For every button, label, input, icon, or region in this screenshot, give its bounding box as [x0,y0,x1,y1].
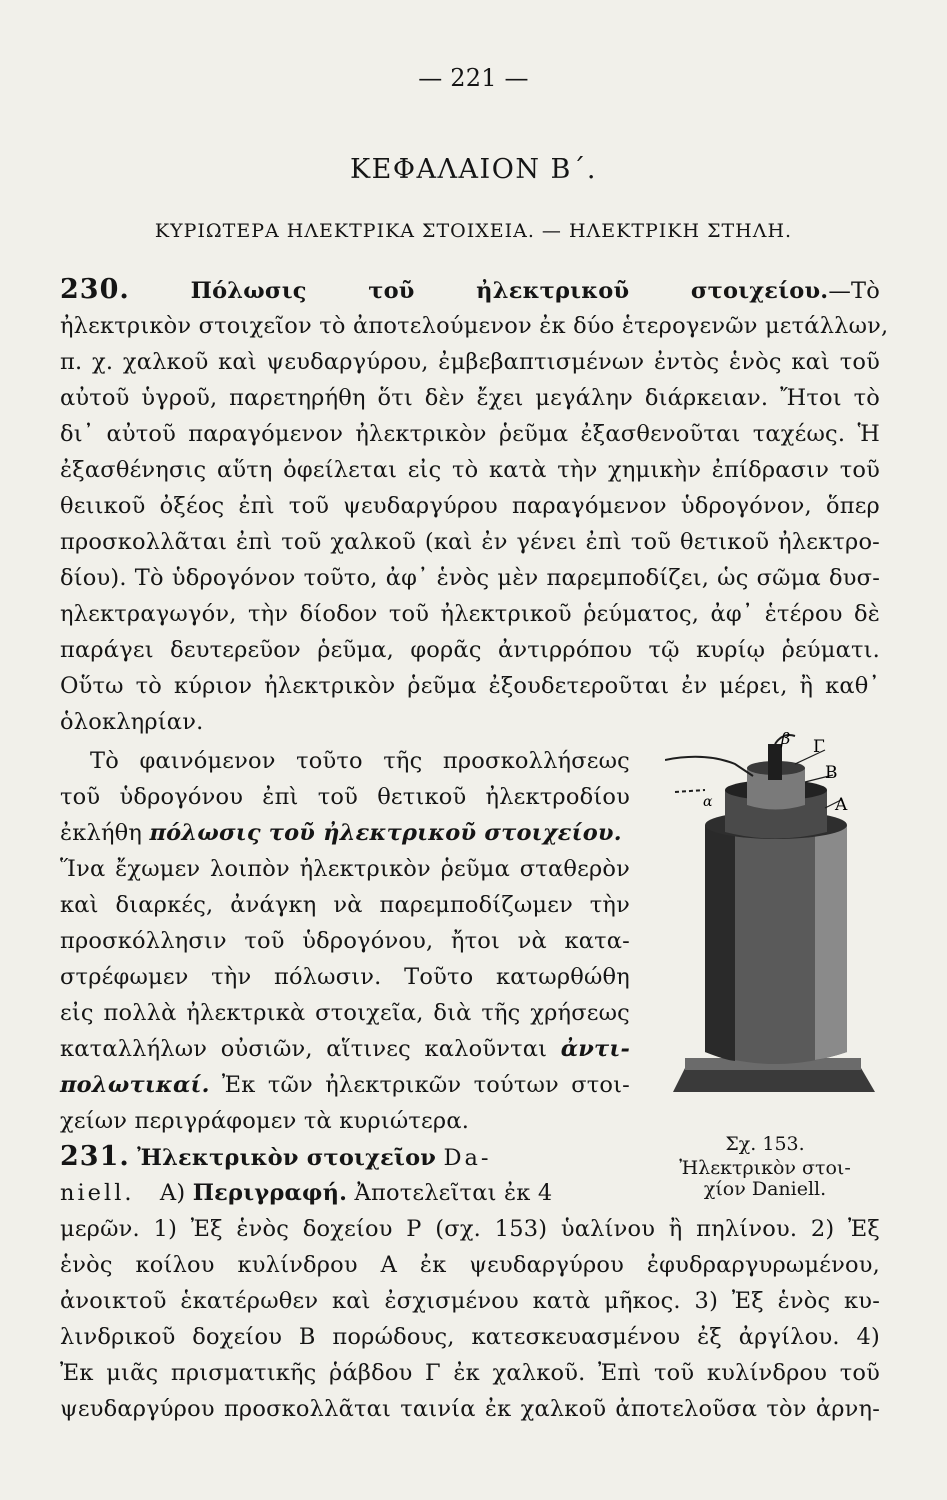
text-fragment: Ἐκ τῶν ἠλεκτρικῶν τούτων στοι- [221,1072,630,1098]
text-line: αὐτοῦ ὑγροῦ, παρετηρήθη ὅτι δὲν ἔχει μεγάλην διάρκειαν. Ἤτοι τὸ [60,385,880,411]
text-line: θειικοῦ ὀξέος ἐπὶ τοῦ ψευδαργύρου παραγόμενον ὑδρογόνον, ὅπερ [60,493,880,519]
text-line: Ἵνα ἔχωμεν λοιπὸν ἠλεκτρικὸν ῥεῦμα σταθερὸν [60,856,630,882]
text-fragment: καταλλήλων οὐσιῶν, αἵτινες καλοῦνται [60,1036,548,1062]
text-line: Ἐκ μιᾶς πρισματικῆς ῥάβδου Γ ἐκ χαλκοῦ. Ἐπὶ τοῦ κυλίνδρου τοῦ [60,1360,880,1386]
chapter-subtitle: ΚΥΡΙΩΤΕΡΑ ΗΛΕΚΤΡΙΚΑ ΣΤΟΙΧΕΙΑ. — ΗΛΕΚΤΡΙΚΗ ΣΤΗΛΗ. [154,220,793,242]
text-fragment: Da- [443,1145,492,1171]
text-line: —Τὸ [828,278,880,304]
text-fragment: niell. [60,1180,135,1206]
section-230-heading-line [60,276,880,305]
text-line [60,819,630,847]
wire-left [665,757,753,776]
figure-caption: χίον Daniell. [703,1178,827,1200]
text-line: π. χ. χαλκοῦ καὶ ψευδαργύρου, ἐμβεβαπτισμένων ἐντὸς ἑνὸς καὶ τοῦ [60,349,880,375]
term-antipolarizing-end: πολωτικαί. [60,1072,210,1098]
text-line: ὁλοκληρίαν. [60,709,204,735]
text-line: ἠλεκτρικὸν στοιχεῖον τὸ ἀποτελούμενον ἐκ δύο ἑτερογενῶν μετάλλων, [60,313,889,339]
text-line: Οὕτω τὸ κύριον ἠλεκτρικὸν ῥεῦμα ἐξουδετεροῦται ἐν μέρει, ἢ καθ᾽ [60,673,880,699]
text-line: ἐξασθένησις αὕτη ὀφείλεται εἰς τὸ κατὰ τὴν χημικὴν ἐπίδρασιν τοῦ [60,457,880,483]
chapter-title: ΚΕΦΑΛΑΙΟΝ Β΄. [350,154,597,185]
text-line: λινδρικοῦ δοχείου Β πορώδους, κατεσκευασμένου ἐξ ἀργίλου. 4) [60,1324,880,1350]
text-line: ἑνὸς κοίλου κυλίνδρου Α ἐκ ψευδαργύρου ἐφυδραργυρωμένου, [60,1252,880,1278]
text-line: Τὸ φαινόμενον τοῦτο τῆς προσκολλήσεως [90,748,630,774]
jar-highlight [815,825,847,1060]
section-heading: Ἠλεκτρικὸν στοιχεῖον [137,1145,437,1171]
text-line: καὶ διαρκές, ἀνάγκη νὰ παρεμποδίζωμεν τὴν [60,892,630,918]
figure-number: Σχ. 153. [725,1133,805,1155]
text-line [60,1035,630,1063]
text-line: στρέφωμεν τὴν πόλωσιν. Τοῦτο κατωρθώθη [60,964,630,990]
term-antipolarizing: ἀντι- [560,1036,630,1062]
text-line: παράγει δευτερεῦον ῥεῦμα, φορᾶς ἀντιρρόπου τῷ κυρίῳ ῥεύματι. [60,637,880,663]
text-fragment: Ἀποτελεῖται ἐκ 4 [354,1180,553,1206]
text-line: εἰς πολλὰ ἠλεκτρικὰ στοιχεῖα, διὰ τῆς χρήσεως [60,1000,630,1026]
section-number: 231. [60,1141,130,1172]
copper-rod [768,744,782,780]
label-a: α [703,794,713,810]
text-line: τοῦ ὑδρογόνου ἐπὶ τοῦ θετικοῦ ἠλεκτροδίου [60,784,630,810]
label-gamma: Γ [813,737,825,757]
figure-caption: Ἠλεκτρικὸν στοι- [679,1157,851,1179]
text-line [60,1179,635,1207]
text-line: ἀνοικτοῦ ἑκατέρωθεν καὶ ἐσχισμένου κατὰ μῆκος. 3) Ἐξ ἑνὸς κυ- [60,1288,880,1314]
label-alpha: Α [835,795,848,815]
text-line: δι᾽ αὐτοῦ παραγόμενον ἠλεκτρικὸν ῥεῦμα ἐξασθενοῦται ταχέως. Ἡ [60,421,880,447]
term-polarization: πόλωσις τοῦ ἠλεκτρικοῦ στοιχείου. [149,820,622,846]
page-number: — 221 — [418,64,529,92]
text-fragment: ἐκλήθη [60,820,143,846]
wire-dashed [675,790,705,792]
text-fragment: Α) [159,1180,186,1206]
text-line: ψευδαργύρου προσκολλᾶται ταινία ἐκ χαλκοῦ ἀποτελοῦσα τὸν ἀρνη- [60,1396,880,1422]
text-line: ηλεκτραγωγόν, τὴν δίοδον τοῦ ἠλεκτρικοῦ ῥεύματος, ἀφ᾽ ἑτέρου δὲ [60,601,880,627]
text-line: προσκολλᾶται ἐπὶ τοῦ χαλκοῦ (καὶ ἐν γένει ἐπὶ τοῦ θετικοῦ ἠλεκτρο- [60,529,880,555]
text-line: δίου). Τὸ ὑδρογόνον τοῦτο, ἀφ᾽ ἑνὸς μὲν παρεμποδίζει, ὡς σῶμα δυσ- [60,565,880,591]
section-231-heading-line [60,1143,640,1172]
section-number: 230. [60,274,130,305]
text-line [60,1071,630,1099]
label-beta: Β [825,763,838,783]
label-description: Περιγραφή. [192,1180,348,1206]
base-plate [673,1068,875,1092]
text-line: μερῶν. 1) Ἐξ ἑνὸς δοχείου Ρ (σχ. 153) ὑαλίνου ἢ πηλίνου. 2) Ἐξ [60,1216,880,1242]
text-line: χείων περιγράφομεν τὰ κυριώτερα. [60,1108,470,1134]
label-b: β [781,730,791,748]
daniell-cell-illustration [665,730,885,1105]
jar-shadow [705,825,735,1061]
text-line: προσκόλλησιν τοῦ ὑδρογόνου, ἤτοι νὰ κατα- [60,928,630,954]
section-heading: Πόλωσις τοῦ ἠλεκτρικοῦ στοιχείου. [190,278,829,304]
